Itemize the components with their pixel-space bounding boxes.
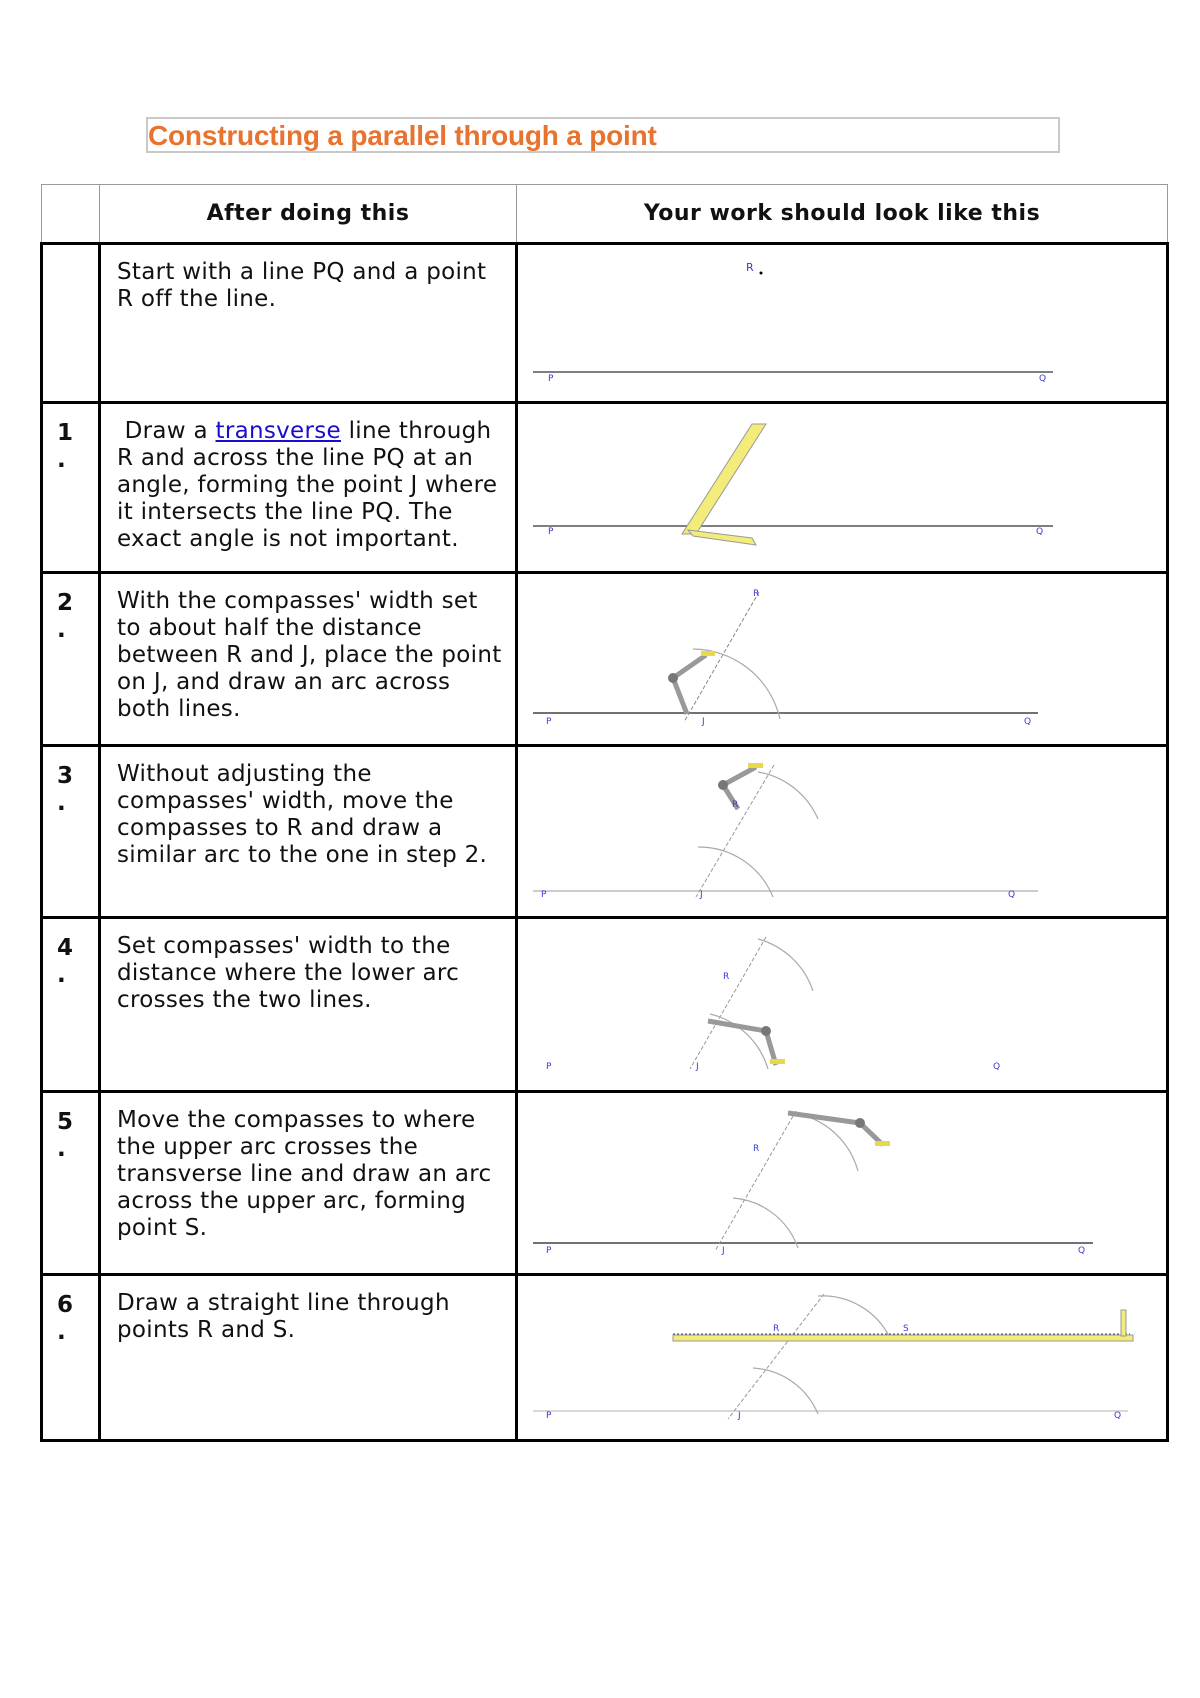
step-figure (517, 1275, 1168, 1441)
step-number-text: 6 (57, 1292, 74, 1318)
step-number-dot: . (57, 1136, 67, 1162)
step-number-dot: . (57, 617, 67, 643)
transverse-line (728, 1294, 824, 1419)
step-number (42, 1275, 100, 1441)
label-q: Q (993, 1062, 1001, 1072)
label-p: P (548, 527, 554, 537)
step-description: Draw a straight line through points R and S. (100, 1275, 517, 1441)
step-number (42, 573, 100, 746)
figure-arc-s (518, 1093, 1163, 1270)
figure-set-width (518, 919, 1163, 1087)
compass-hinge-icon (761, 1026, 771, 1036)
ruler-icon (682, 424, 766, 534)
label-p: P (546, 1246, 552, 1256)
lower-arc (733, 1198, 798, 1248)
figure-transverse (518, 404, 1163, 568)
label-r: R (732, 800, 739, 810)
upper-arc (758, 939, 813, 991)
title-box (146, 117, 1060, 153)
desc-text: line through R and across the line PQ at an angle, forming the point J where it intersects the line PQ. The exact angle is not important. (117, 418, 498, 552)
step-number-text: 2 (57, 590, 74, 616)
step-number-text: 1 (57, 420, 74, 446)
figure-start (518, 245, 1163, 398)
transverse-line (684, 592, 759, 722)
compass-icon (788, 1113, 883, 1145)
lower-arc (693, 649, 780, 719)
label-r: R (723, 972, 730, 982)
header-row (42, 185, 1168, 244)
step-number-dot: . (57, 447, 67, 473)
label-j: J (700, 890, 703, 900)
step-number-text: 3 (57, 763, 74, 789)
label-q: Q (1114, 1411, 1122, 1421)
page-title: Constructing a parallel through a point (148, 120, 657, 151)
header-action: After doing this (100, 185, 517, 244)
header-result: Your work should look like this (517, 185, 1168, 244)
label-p: P (546, 717, 552, 727)
label-j: J (738, 1411, 741, 1421)
label-j: J (702, 717, 705, 727)
table-row (42, 403, 1168, 573)
upper-arc (818, 1296, 890, 1338)
label-q: Q (1024, 717, 1032, 727)
table-row (42, 244, 1168, 403)
step-number-dot: . (57, 1319, 67, 1345)
step-description (100, 403, 517, 573)
table-row (42, 746, 1168, 918)
step-figure (517, 244, 1168, 403)
label-p: P (548, 374, 554, 384)
label-r: R (746, 261, 754, 274)
label-r: R (753, 589, 760, 599)
lower-arc (698, 847, 773, 897)
transverse-link[interactable]: transverse (215, 418, 341, 444)
step-figure (517, 573, 1168, 746)
desc-text: Draw a (117, 418, 216, 444)
compass-hinge-icon (718, 780, 728, 790)
step-number (42, 1092, 100, 1275)
label-j: J (722, 1246, 725, 1256)
ruler-stand-icon (1121, 1310, 1126, 1336)
compass-pencil-icon (701, 651, 715, 656)
compass-hinge-icon (855, 1118, 865, 1128)
step-number-text: 5 (57, 1109, 74, 1135)
point-r (760, 272, 763, 275)
step-description: Start with a line PQ and a point R off the line. (100, 244, 517, 403)
table-row (42, 1275, 1168, 1441)
label-q: Q (1036, 527, 1044, 537)
header-num (42, 185, 100, 244)
figure-arc-r (518, 747, 1163, 913)
step-description: Move the compasses to where the upper arc crosses the transverse line and draw an arc across the upper arc, forming point S. (100, 1092, 517, 1275)
step-figure (517, 1092, 1168, 1275)
compass-icon (723, 767, 756, 809)
label-j: J (696, 1062, 699, 1072)
label-q: Q (1039, 374, 1047, 384)
figure-arc-j (518, 574, 1163, 741)
figure-parallel (518, 1276, 1163, 1436)
label-q: Q (1008, 890, 1016, 900)
ruler-foot-icon (688, 530, 756, 545)
step-figure (517, 746, 1168, 918)
label-q: Q (1078, 1246, 1086, 1256)
label-r: R (773, 1324, 780, 1334)
table-row (42, 918, 1168, 1092)
step-number (42, 746, 100, 918)
step-description: Without adjusting the compasses' width, move the compasses to R and draw a similar arc to the one in step 2. (100, 746, 517, 918)
step-number (42, 918, 100, 1092)
label-p: P (546, 1062, 552, 1072)
compass-pencil-icon (770, 1059, 785, 1064)
lower-arc (753, 1368, 818, 1414)
transverse-line (715, 1111, 796, 1251)
step-figure (517, 403, 1168, 573)
step-figure (517, 918, 1168, 1092)
steps-table (40, 184, 1169, 1442)
table-row (42, 1092, 1168, 1275)
compass-pencil-icon (748, 763, 763, 768)
step-number (42, 244, 100, 403)
label-s: S (903, 1324, 910, 1334)
table-row (42, 573, 1168, 746)
step-description: With the compasses' width set to about half the distance between R and J, place the point on J, and draw an arc across both lines. (100, 573, 517, 746)
label-p: P (541, 890, 547, 900)
step-number-text: 4 (57, 935, 74, 961)
ruler-icon (673, 1335, 1133, 1341)
compass-hinge-icon (668, 673, 678, 683)
step-description: Set compasses' width to the distance where the lower arc crosses the two lines. (100, 918, 517, 1092)
label-r: R (753, 1144, 760, 1154)
label-p: P (546, 1411, 552, 1421)
step-number (42, 403, 100, 573)
step-number-dot: . (57, 790, 67, 816)
upper-arc (758, 772, 818, 819)
transverse-line (690, 937, 766, 1069)
step-number-dot: . (57, 962, 67, 988)
compass-pencil-icon (875, 1141, 890, 1146)
compass-icon (673, 655, 706, 714)
